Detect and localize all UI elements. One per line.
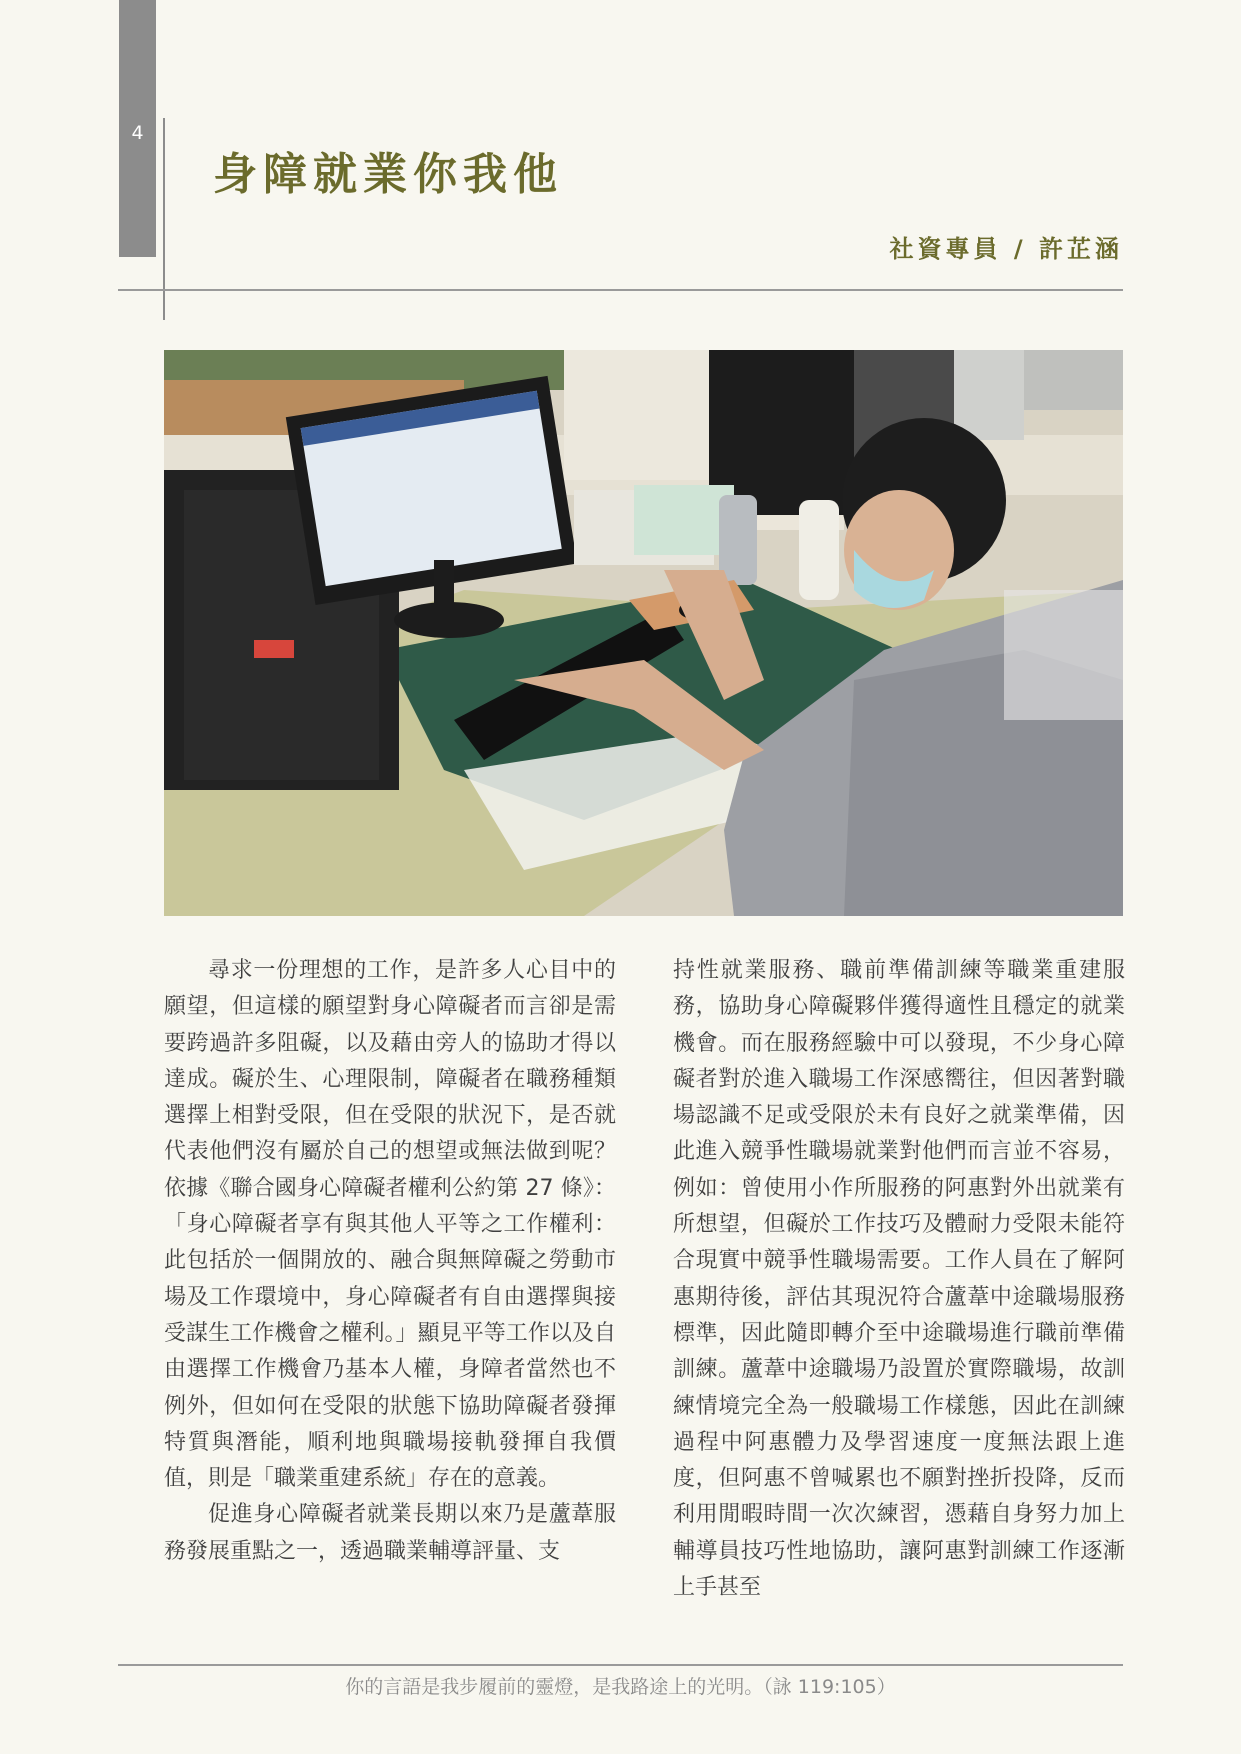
page-number: 4	[131, 122, 144, 144]
article-title: 身障就業你我他	[213, 149, 563, 200]
article-paragraph: 尋求一份理想的工作，是許多人心目中的願望，但這樣的願望對身心障礙者而言卻是需要跨過許多阻礙，以及藉由旁人的協助才得以達成。礙於生、心理限制，障礙者在職務種類選擇上相對受限，但在受限的狀況下，是否就代表他們沒有屬於自己的想望或無法做到呢？依據《聯合國身心障礙者權利公約第 27 條》：「身心障礙者享有與其他人平等之工作權利：此包括於一個開放的、融合與無障礙之勞動市場及工作環境中，身心障礙者有自由選擇與接受謀生工作機會之權利。」顯見平等工作以及自由選擇工作機會乃基本人權，身障者當然也不例外，但如何在受限的狀態下協助障礙者發揮特質與潛能，順利地與職場接軌發揮自我價值，則是「職業重建系統」存在的意義。	[164, 958, 616, 1492]
article-byline: 社資專員 / 許芷涵	[889, 235, 1123, 263]
article-photo	[164, 350, 1123, 916]
article-paragraph: 促進身心障礙者就業長期以來乃是蘆葦服務發展重點之一，透過職業輔導評量、支	[164, 1502, 616, 1564]
footer-divider	[118, 1664, 1123, 1666]
article-column-right	[673, 953, 1125, 1606]
header-divider	[118, 289, 1123, 291]
office-worker-photo-icon	[164, 350, 1123, 916]
footer-verse: 你的言語是我步履前的靈燈，是我路途上的光明。（詠 119:105）	[345, 1676, 896, 1698]
article-paragraph: 持性就業服務、職前準備訓練等職業重建服務，協助身心障礙夥伴獲得適性且穩定的就業機會。而在服務經驗中可以發現，不少身心障礙者對於進入職場工作深感嚮往，但因著對職場認識不足或受限於未有良好之就業準備，因此進入競爭性職場就業對他們而言並不容易，例如：曾使用小作所服務的阿惠對外出就業有所想望，但礙於工作技巧及體耐力受限未能符合現實中競爭性職場需要。工作人員在了解阿惠期待後，評估其現況符合蘆葦中途職場服務標準，因此隨即轉介至中途職場進行職前準備訓練。蘆葦中途職場乃設置於實際職場，故訓練情境完全為一般職場工作樣態，因此在訓練過程中阿惠體力及學習速度一度無法跟上進度，但阿惠不曾喊累也不願對挫折投降，反而利用閒暇時間一次次練習，憑藉自身努力加上輔導員技巧性地協助，讓阿惠對訓練工作逐漸上手甚至	[673, 958, 1125, 1601]
article-column-left	[164, 953, 616, 1570]
